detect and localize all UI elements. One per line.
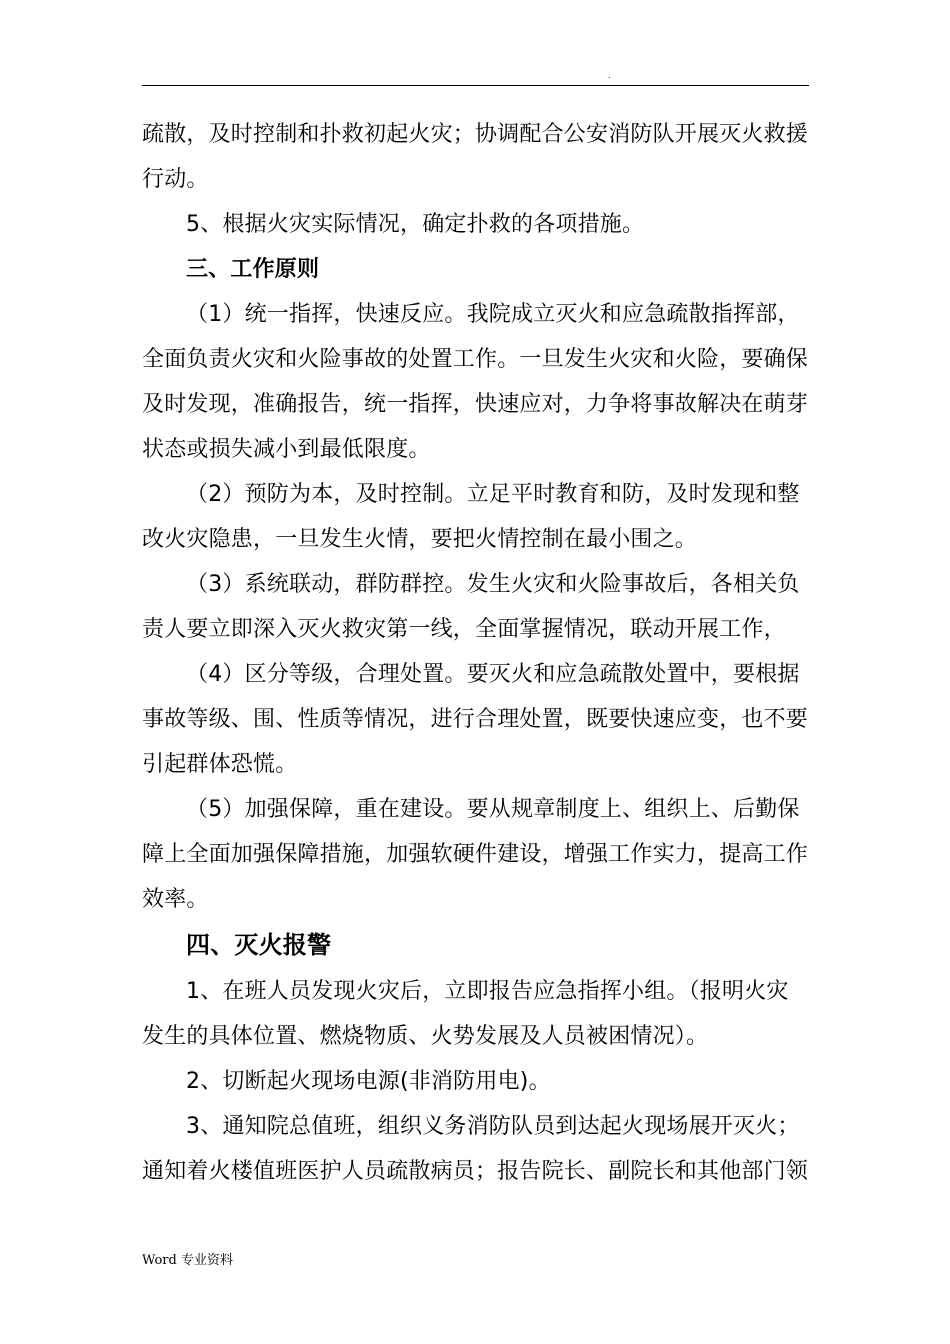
- paragraph-line: 疏散，及时控制和扑救初起火灾；协调配合公安消防队开展灭火救援: [142, 122, 809, 147]
- document-body: [142, 112, 810, 1194]
- section-heading: 三、工作原则: [186, 257, 320, 282]
- paragraph-line: 障上全面加强保障措施，加强软硬件建设，增强工作实力，提高工作: [142, 842, 809, 867]
- paragraph-line: （3）系统联动，群防群控。发生火灾和火险事故后，各相关负: [186, 572, 800, 597]
- paragraph-line: 发生的具体位置、燃烧物质、火势发展及人员被困情况）。: [142, 1024, 709, 1049]
- paragraph-line: （2）预防为本，及时控制。立足平时教育和防，及时发现和整: [186, 482, 800, 507]
- paragraph-line: 3、通知院总值班，组织义务消防队员到达起火现场展开灭火；: [186, 1114, 800, 1139]
- paragraph-line: 改火灾隐患，一旦发生火情，要把火情控制在最小围之。: [142, 527, 698, 552]
- header-rule: [142, 85, 809, 86]
- paragraph-line: 引起群体恐慌。: [142, 752, 298, 777]
- paragraph-line: 及时发现，准确报告，统一指挥，快速应对，力争将事故解决在萌芽: [142, 392, 809, 417]
- paragraph-line: 2、切断起火现场电源(非消防用电)。: [186, 1069, 551, 1094]
- paragraph-line: 1、在班人员发现火灾后，立即报告应急指挥小组。（报明火灾: [186, 979, 789, 1004]
- paragraph-line: 责人要立即深入灭火救灾第一线，全面掌握情况，联动开展工作，: [142, 617, 786, 642]
- page-footer: Word 专业资料: [142, 1253, 233, 1268]
- paragraph-line: 事故等级、围、性质等情况，进行合理处置，既要快速应变，也不要: [142, 707, 809, 732]
- paragraph-line: （1）统一指挥，快速反应。我院成立灭火和应急疏散指挥部，: [186, 302, 800, 327]
- paragraph-line: （4）区分等级，合理处置。要灭火和应急疏散处置中，要根据: [186, 662, 800, 687]
- paragraph-line: 全面负责火灾和火险事故的处置工作。一旦发生火灾和火险，要确保: [142, 347, 809, 372]
- header-mark: .: [608, 71, 611, 80]
- paragraph-line: 5、根据火灾实际情况，确定扑救的各项措施。: [186, 212, 645, 237]
- section-heading: 四、灭火报警: [186, 931, 332, 959]
- paragraph-line: （5）加强保障，重在建设。要从规章制度上、组织上、后勤保: [186, 797, 800, 822]
- paragraph-line: 效率。: [142, 887, 209, 912]
- paragraph-line: 通知着火楼值班医护人员疏散病员；报告院长、副院长和其他部门领: [142, 1159, 809, 1184]
- paragraph-line: 状态或损失减小到最低限度。: [142, 437, 431, 462]
- paragraph-line: 行动。: [142, 167, 209, 192]
